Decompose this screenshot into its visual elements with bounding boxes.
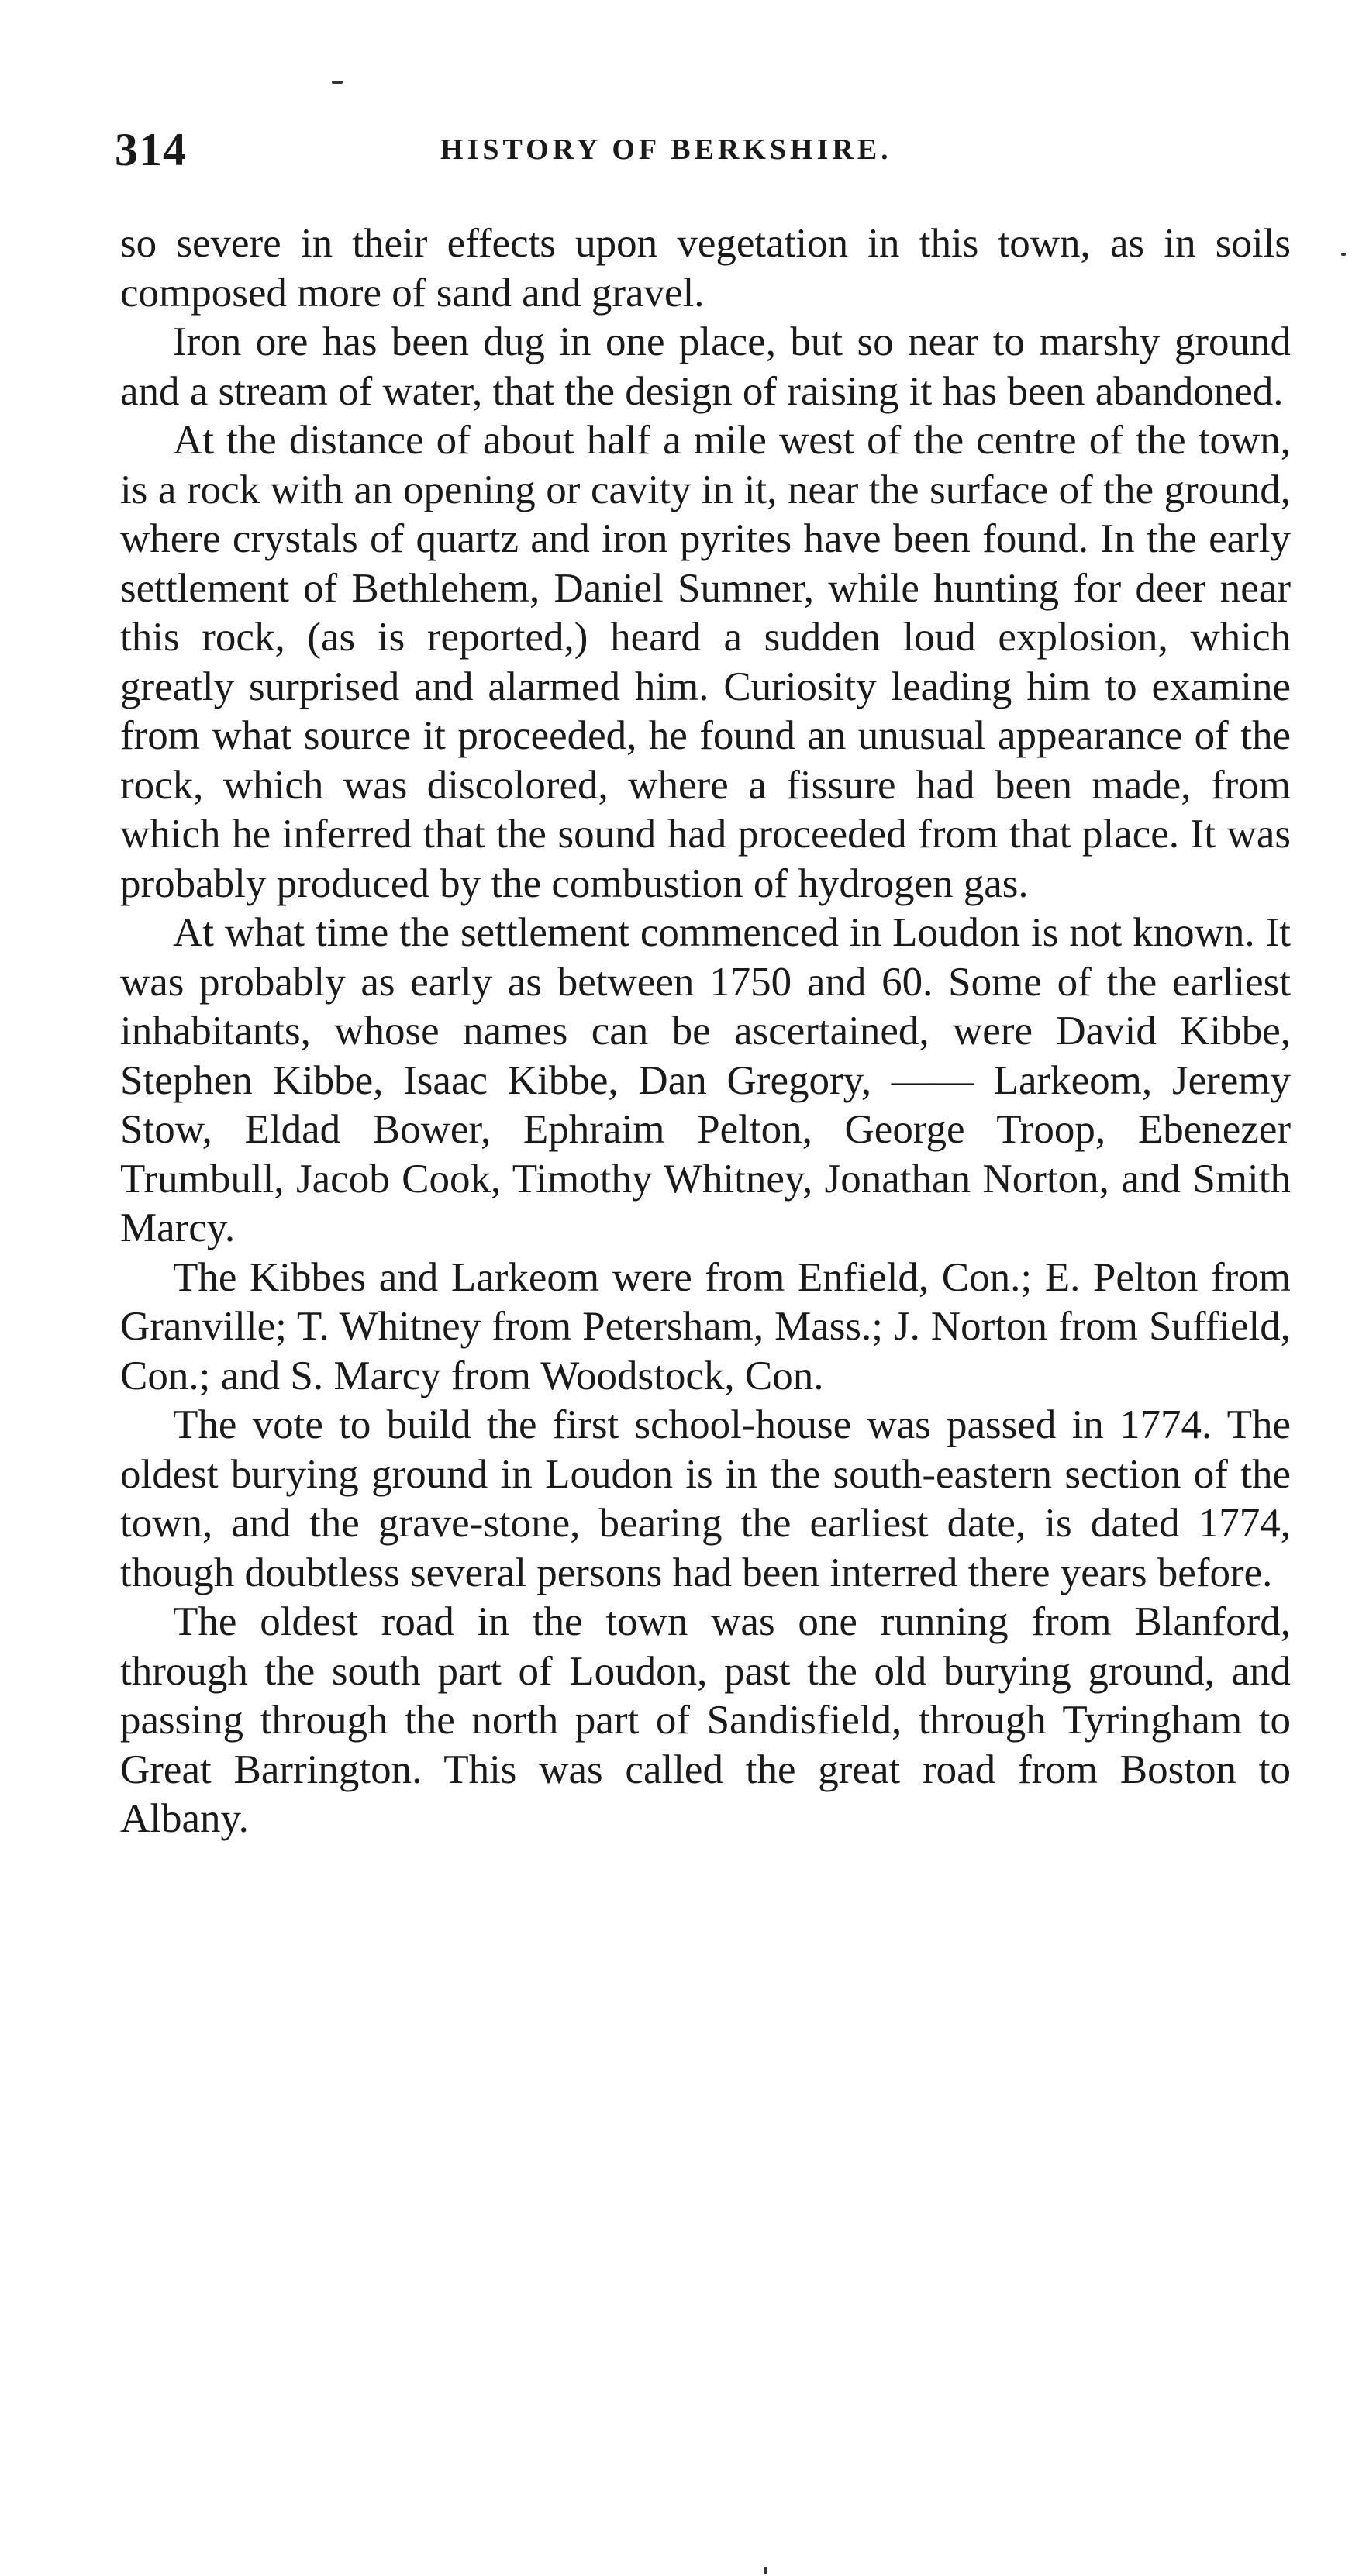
page-header — [115, 122, 1285, 177]
paragraph: so severe in their effects upon vegetation in this town, as in soils composed more of sand and gravel. — [120, 221, 1291, 316]
paragraph: The oldest road in the town was one running from Blanford, through the south part of Loudon, past the old burying ground, and passing through the north part of Sandisfield, through Tyringham to Great Barrington. This was called the great road from Boston to Albany. — [120, 1599, 1291, 1841]
running-head: HISTORY OF BERKSHIRE. — [440, 133, 892, 166]
print-speck — [1341, 253, 1346, 256]
paragraph: Iron ore has been dug in one place, but so near to marshy ground and a stream of water, that the design of raising it has been abandoned. — [120, 319, 1291, 414]
print-speck — [764, 2567, 767, 2574]
body-text — [120, 219, 1291, 1844]
paragraph: At what time the settlement commenced in Loudon is not known. It was probably as early as between 1750 and 60. Some of the earliest inhabitants, whose names can be ascertained, were David Kibbe, Stephen Kibbe, Isaac Kibbe, Dan Gregory, —— Larkeom, Jeremy Stow, Eldad Bower, Ephraim Pelton, George Troop, Ebenezer Trumbull, Jacob Cook, Timothy Whitney, Jonathan Norton, and Smith Marcy. — [120, 910, 1291, 1250]
page-number: 314 — [115, 124, 187, 175]
paragraph: The Kibbes and Larkeom were from Enfield, Con.; E. Pelton from Granville; T. Whitney from Petersham, Mass.; J. Norton from Suffield, Con.; and S. Marcy from Woodstock, Con. — [120, 1254, 1291, 1398]
paragraph: At the distance of about half a mile west of the centre of the town, is a rock with an opening or cavity in it, near the surface of the ground, where crystals of quartz and iron pyrites have been found. In the early settlement of Bethlehem, Daniel Sumner, while hunting for deer near this rock, (as is reported,) heard a sudden loud explosion, which greatly surprised and alarmed him. Curiosity leading him to examine from what source it proceeded, he found an unusual appearance of the rock, which was discolored, where a fissure had been made, from which he inferred that the sound had proceeded from that place. It was probably produced by the combustion of hydrogen gas. — [120, 418, 1291, 906]
paragraph: The vote to build the first school-house was passed in 1774. The oldest burying ground in Loudon is in the south-eastern section of the town, and the grave-stone, bearing the earliest date, is dated 1774, though doubtless several persons had been interred there years before. — [120, 1402, 1291, 1595]
print-speck — [332, 81, 343, 84]
